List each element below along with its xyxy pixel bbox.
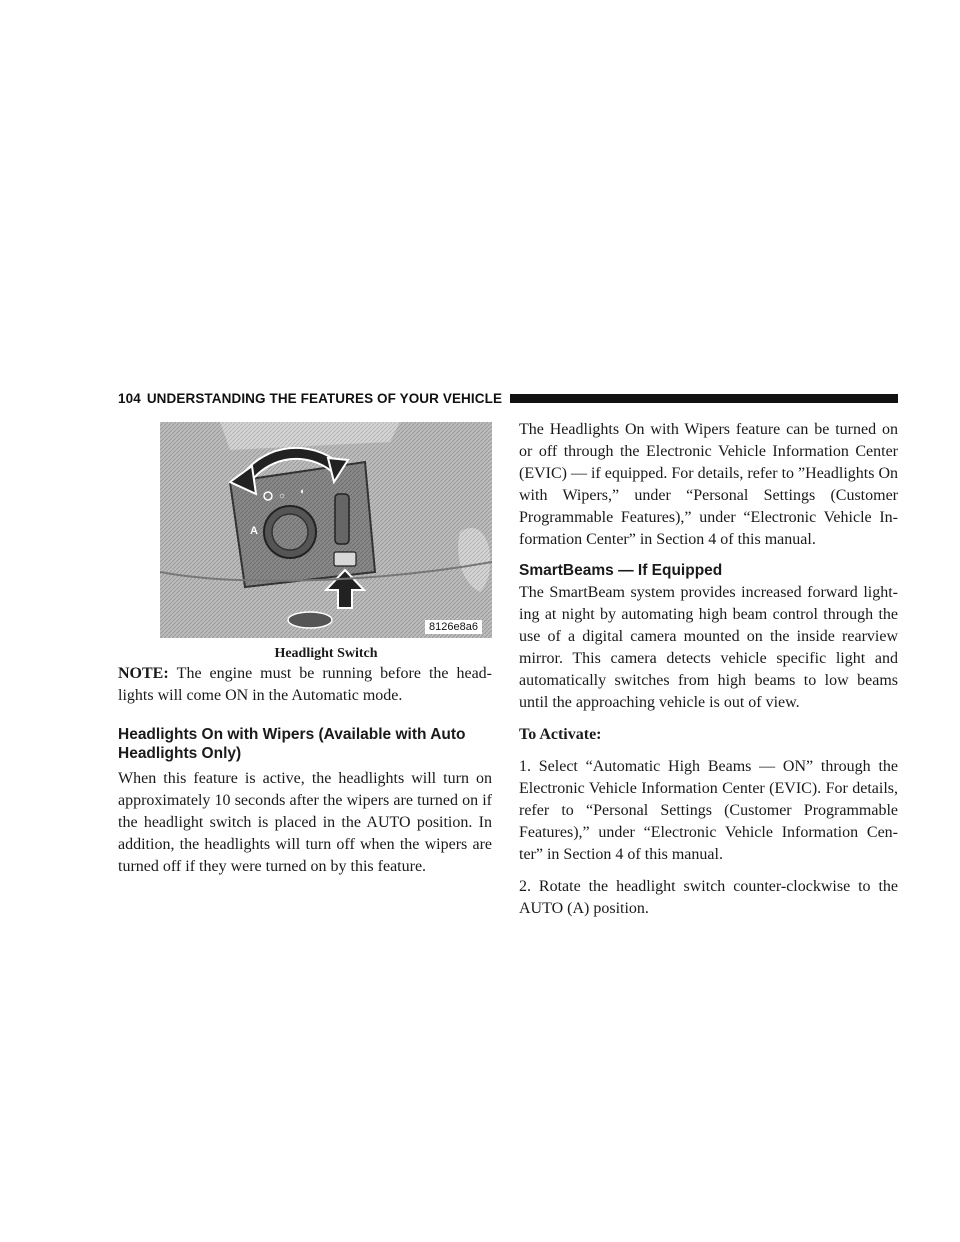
svg-text:◐: ◐ bbox=[300, 486, 306, 496]
evic-paragraph: The Headlights On with Wipers feature can be turned on or off through the Electronic Vehicle Information Center (EVIC) — if equipped. For details, refer to ”Headlights On with Wipers,” under “Personal Settings (Customer Programmable Features),” under “Electronic Vehicle In- formation Center” in Section 4 of this manual. bbox=[519, 421, 899, 548]
left-column bbox=[118, 663, 492, 878]
right-column bbox=[519, 419, 898, 920]
figure-caption: Headlight Switch bbox=[274, 646, 378, 661]
note-text: The engine must be running before the head- lights will come ON in the Automatic mode. bbox=[118, 665, 492, 704]
header-title: UNDERSTANDING THE FEATURES OF YOUR VEHICLE bbox=[146, 390, 503, 406]
to-activate-heading: To Activate: bbox=[519, 726, 602, 743]
note-label: NOTE: bbox=[118, 665, 169, 682]
headlight-switch-illustration bbox=[160, 422, 492, 638]
headlight-switch-figure bbox=[160, 422, 492, 638]
page-header bbox=[118, 389, 898, 407]
step-2: 2. Rotate the headlight switch counter-clockwise to the AUTO (A) position. bbox=[519, 878, 898, 917]
figure-id-label: 8126e8a6 bbox=[425, 620, 482, 634]
note-paragraph bbox=[118, 663, 492, 707]
smartbeams-body: The SmartBeam system provides increased forward light- ing at night by automating high beam control through the use of a digital camera mounted on the inside rearview mirror. This camera detects vehicle specific light and automatically switches from high beams to low beams until the approaching vehicle is out of view. bbox=[519, 584, 898, 711]
svg-text:☼: ☼ bbox=[278, 490, 287, 500]
section-heading-headlights-wipers: Headlights On with Wipers (Available with Auto Headlights Only) bbox=[118, 726, 466, 762]
step-1: 1. Select “Automatic High Beams — ON” through the Electronic Vehicle Information Center (EVIC). For details, refer to “Personal Settings (Customer Programmable Features),” under “Electronic Vehicle Information Cen- ter” in Section 4 of this manual. bbox=[519, 758, 898, 863]
section-heading-smartbeams: SmartBeams — If Equipped bbox=[519, 562, 723, 579]
svg-text:A: A bbox=[250, 525, 258, 537]
page-number: 104 bbox=[118, 390, 141, 406]
section-body-headlights-wipers: When this feature is active, the headlights will turn on approximately 10 seconds after the wipers are turned on if the headlight switch is placed in the AUTO position. In addition, the headlights will turn off when the wipers are turned off if they were turned on by this feature. bbox=[118, 770, 492, 875]
header-rule bbox=[510, 394, 898, 403]
